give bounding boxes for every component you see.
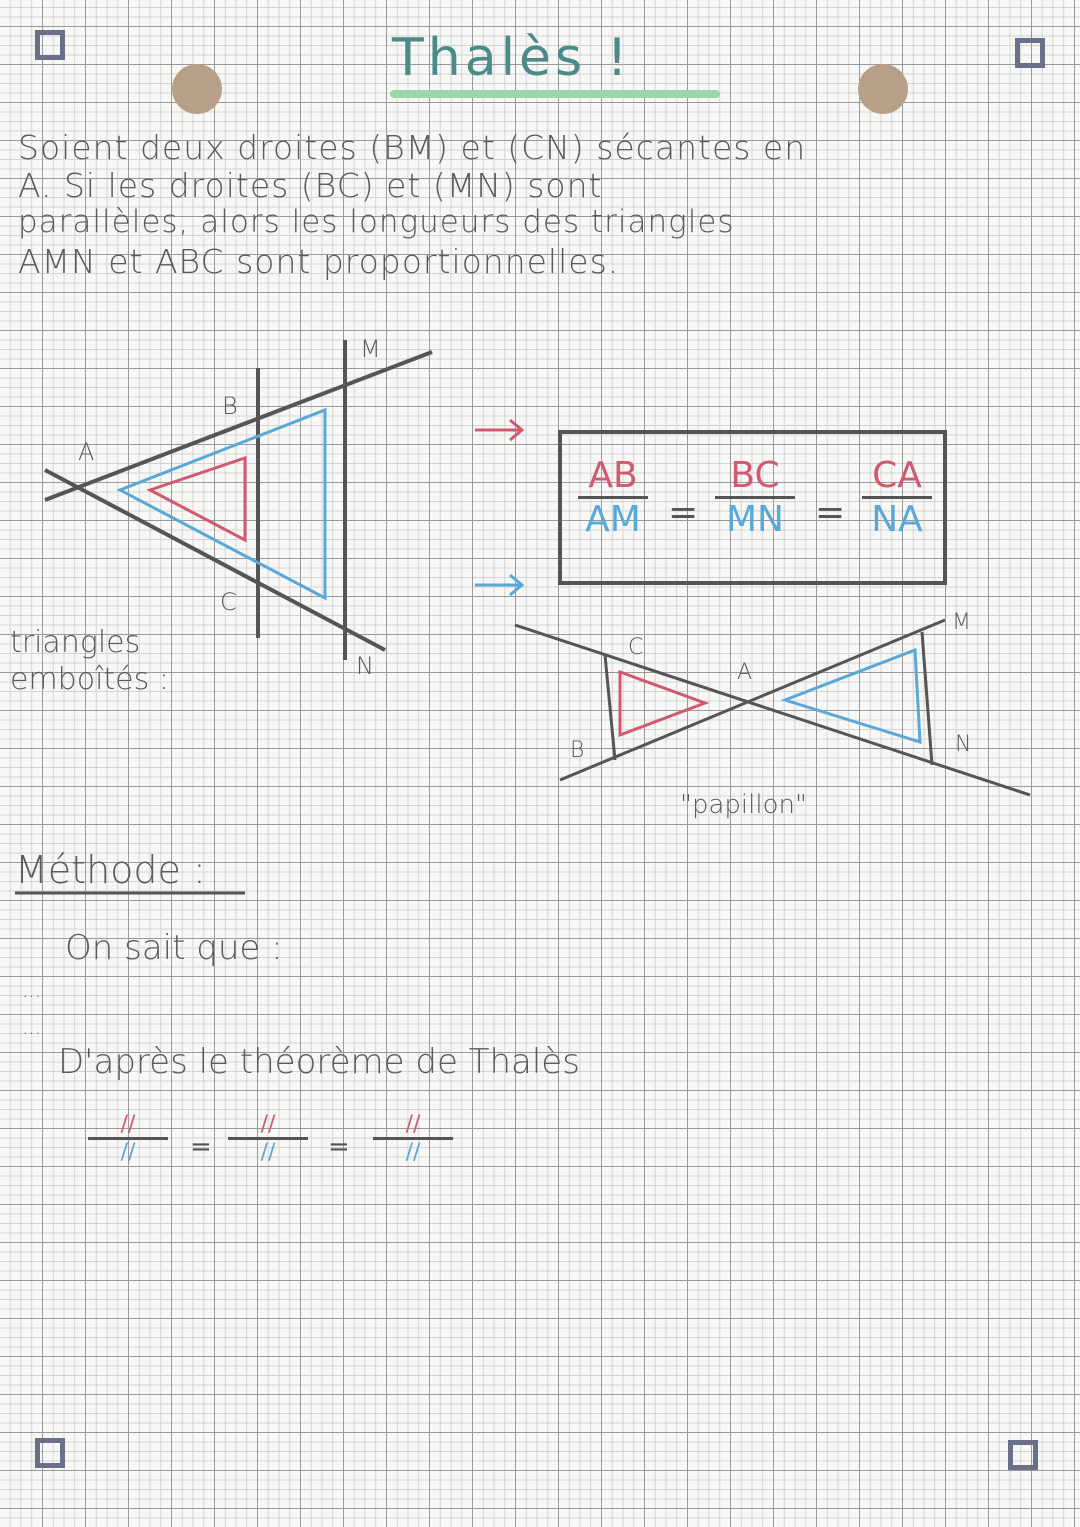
fraction-ca-na xyxy=(862,455,932,540)
template-fraction xyxy=(88,1112,168,1165)
numerator: BC xyxy=(730,455,780,496)
point-label-c: C xyxy=(628,635,644,660)
numerator: CA xyxy=(872,455,922,496)
paragraph-line: parallèles, alors les longueurs des triangles xyxy=(18,204,735,240)
nested-triangles-figure xyxy=(45,340,432,660)
denominator: AM xyxy=(578,496,648,540)
equals-sign: = xyxy=(668,492,699,533)
point-label-n: N xyxy=(955,732,972,757)
point-label-n: N xyxy=(356,652,374,680)
blue-arrow-icon xyxy=(475,575,522,595)
numerator: // xyxy=(405,1112,421,1137)
ellipsis: ... xyxy=(22,1015,42,1039)
denominator: // xyxy=(88,1137,168,1165)
denominator: NA xyxy=(862,496,932,540)
caption-nested: emboîtés : xyxy=(10,662,169,697)
red-arrow-icon xyxy=(475,420,522,440)
blue-triangle-butterfly xyxy=(785,650,920,742)
denominator: MN xyxy=(715,496,795,540)
point-label-b: B xyxy=(222,392,238,420)
butterfly-figure xyxy=(515,620,1030,795)
template-fraction xyxy=(373,1112,453,1165)
paragraph-line: A. Si les droites (BC) et (MN) sont xyxy=(18,166,603,205)
ellipsis: ... xyxy=(22,978,42,1002)
numerator: AB xyxy=(588,455,638,496)
equals-sign: = xyxy=(815,492,846,533)
paragraph-line: Soient deux droites (BM) et (CN) sécantes en xyxy=(18,128,807,167)
method-line-known: On sait que : xyxy=(65,928,283,968)
point-label-a: A xyxy=(78,438,95,466)
blue-triangle xyxy=(120,410,325,598)
fraction-ab-am xyxy=(578,455,648,540)
caption-nested: triangles xyxy=(10,625,141,660)
fraction-bc-mn xyxy=(715,455,795,540)
denominator: // xyxy=(228,1137,308,1165)
numerator: // xyxy=(120,1112,136,1137)
point-label-b: B xyxy=(570,738,585,763)
template-fraction xyxy=(228,1112,308,1165)
numerator: // xyxy=(260,1112,276,1137)
red-triangle xyxy=(150,458,245,540)
point-label-a: A xyxy=(737,660,753,685)
paragraph-line: AMN et ABC sont proportionnelles. xyxy=(18,242,620,281)
caption-butterfly: "papillon" xyxy=(680,790,807,820)
method-heading: Méthode : xyxy=(15,848,206,892)
equals-sign: = xyxy=(328,1132,350,1162)
point-label-m: M xyxy=(360,335,381,363)
method-line-thales: D'après le théorème de Thalès xyxy=(58,1042,580,1082)
point-label-m: M xyxy=(952,610,971,635)
page-title: Thalès ! xyxy=(392,28,632,88)
denominator: // xyxy=(373,1137,453,1165)
equals-sign: = xyxy=(190,1132,212,1162)
point-label-c: C xyxy=(220,588,237,616)
